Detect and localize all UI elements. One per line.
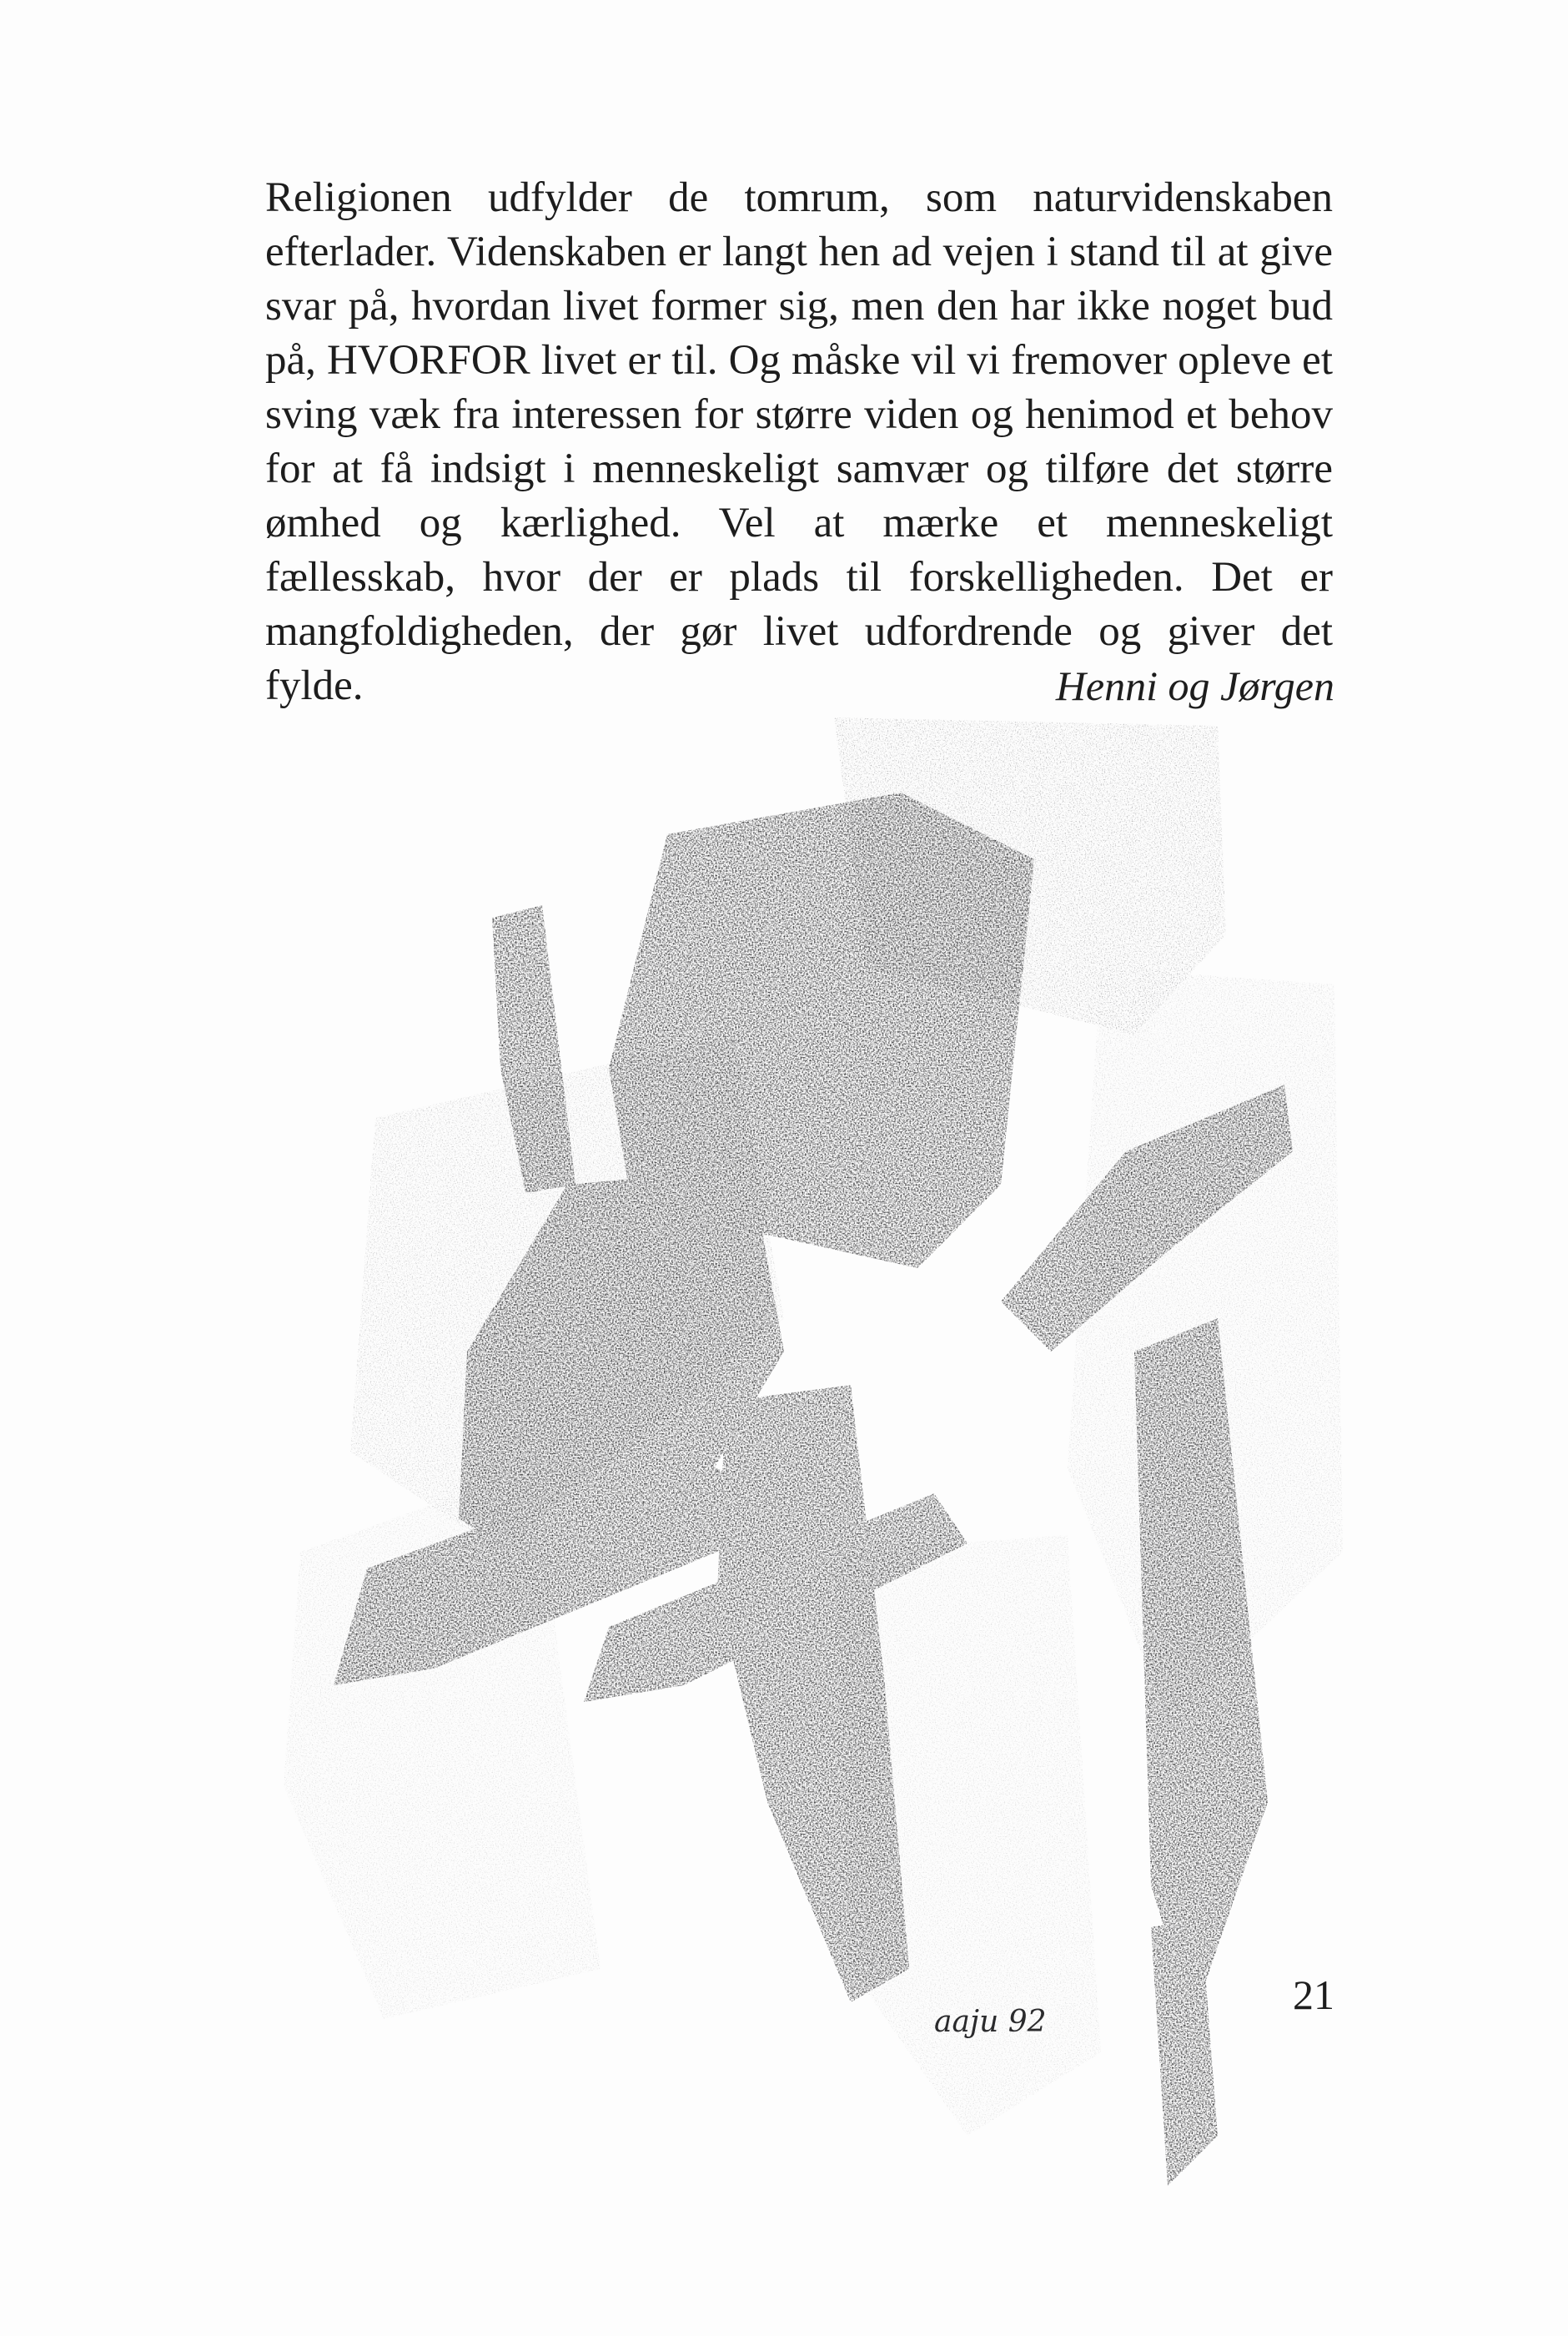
body-paragraph: Religionen udfylder de tomrum, som naturvidenskaben efterlader. Videnskaben er langt hen ad vejen i stand til at give svar på, hvordan livet former sig, men den har ikke noget bud på, HVORFOR livet er til. Og måske vil vi fremover opleve et sving væk fra interessen for større viden og henimod et behov for at få indsigt i menneskeligt samvær og tilføre det større ømhed og kærlighed. Vel at mærke et menneskeligt fællesskab, hvor der er plads til forskelligheden. Det er mangfoldigheden, der gør livet udfordrende og giver det fylde. — [265, 174, 1333, 709]
charcoal-cross-illustration — [250, 717, 1385, 2211]
page-number: 21 — [1293, 1971, 1334, 2018]
artist-mark: aaju 92 — [934, 2005, 1047, 2039]
author-signature: Henni og Jørgen — [1055, 662, 1334, 709]
